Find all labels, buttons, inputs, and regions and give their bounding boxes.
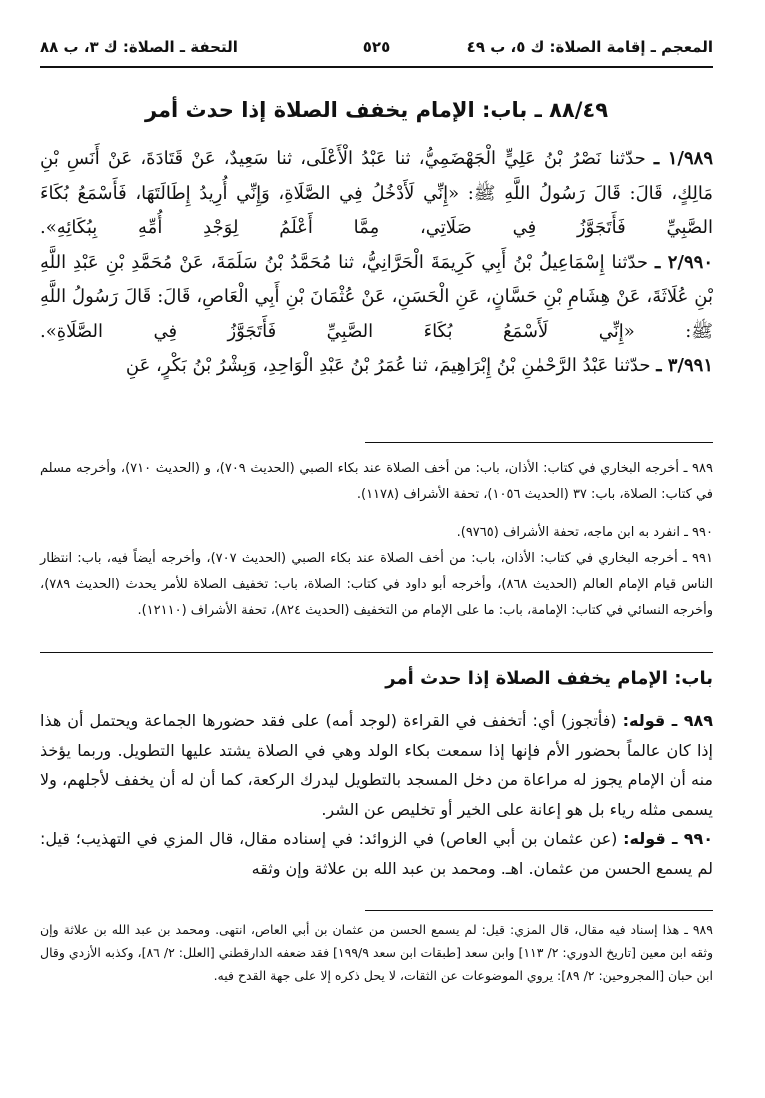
takhrij-footnotes	[40, 456, 713, 624]
page-number: ٥٢٥	[362, 38, 391, 56]
hadith-text: حدّثنا عَبْدُ الرَّحْمٰنِ بْنُ إِبْرَاهِيمَ، ثنا عُمَرُ بْنُ عَبْدِ الْوَاحِدِ، وَبِشْرُ بْنُ بَكْرٍ، عَنِ	[125, 355, 651, 376]
footnote-989: ٩٨٩ ـ أخرجه البخاري في كتاب: الأذان، باب: من أخف الصلاة عند بكاء الصبي (الحديث ٧٠٩)، و (الحديث ٧١٠)، وأخرجه مسلم في كتاب: الصلاة، باب: ٣٧ (الحديث ١٠٥٦)، تحفة الأشراف (١١٧٨).	[40, 461, 713, 502]
commentary-section-title: باب: الإمام يخفف الصلاة إذا حدث أمر	[385, 668, 713, 689]
hadith-990	[40, 246, 713, 350]
hadith-number: ٣/٩٩١ ـ	[656, 355, 713, 376]
commentary-text: (فأتجوز) أي: أتخفف في القراءة (لوجد أمه) على فقد حضورها الجماعة ويحتمل أن هذا إذا كان عالماً بحضور الأم فإنها إذا سمعت بكاء الولد وهي في الصلاة يشتد عليها التطويل. وربما يؤخذ منه أن الإمام يجوز له مراعاة من دخل المسجد بالتطويل ليدرك الركعة، كما أن له أن يخفف لأجلهم، ولا يسمى مثله رياء بل هو إعانة على الخير أو تخليص عن الشر.	[40, 711, 713, 819]
hadith-991	[40, 349, 713, 384]
header-rule	[40, 66, 713, 68]
commentary-block	[40, 706, 713, 884]
header-right-reference: المعجم ـ إقامة الصلاة: ك ٥، ب ٤٩	[466, 38, 713, 56]
hadith-989	[40, 142, 713, 246]
commentary-lead: ٩٩٠ ـ قوله:	[623, 829, 713, 849]
commentary-text: (عن عثمان بن أبي العاص) في الزوائد: في إسناده مقال، قال المزي في التهذيب؛ قيل: لم يسمع الحسن من عثمان. اهـ. ومحمد بن عبد الله بن علاثة وإن وثقه	[40, 829, 713, 878]
chapter-title: ٨٨/٤٩ ـ باب: الإمام يخفف الصلاة إذا حدث أمر	[144, 98, 609, 122]
commentary-footnotes	[40, 918, 713, 987]
commentary-989	[40, 706, 713, 824]
hadith-number: ١/٩٨٩ ـ	[653, 148, 713, 169]
running-header	[40, 38, 713, 64]
footnote-990: ٩٩٠ ـ انفرد به ابن ماجه، تحفة الأشراف (٩٧٦٥).	[456, 525, 713, 540]
hadith-text-block	[40, 142, 713, 384]
commentary-lead: ٩٨٩ ـ قوله:	[622, 711, 713, 730]
hadith-number: ٢/٩٩٠ ـ	[655, 251, 713, 273]
footnote-separator	[365, 442, 713, 443]
section-divider	[40, 652, 713, 653]
header-left-reference: التحفة ـ الصلاة: ك ٣، ب ٨٨	[40, 38, 238, 56]
commentary-990	[40, 824, 713, 883]
hadith-text: حدّثنا إِسْمَاعِيلُ بْنُ أَبِي كَرِيمَةَ الْحَرَّانِيُّ، ثنا مُحَمَّدُ بْنُ سَلَمَةَ، عَنْ مُحَمَّدِ بْنِ عَبْدِ اللَّهِ بْنِ عُلَاثَةَ، عَنْ هِشَامِ بْنِ حَسَّانٍ، عَنِ الْحَسَنِ، عَنْ عُثْمَانَ بْنِ أَبِي الْعَاصِ، قَالَ: قَالَ رَسُولُ اللَّهِ ﷺ: «إِنِّي لَأَسْمَعُ بُكَاءَ الصَّبِيِّ فَأَتَجَوَّزُ فِي الصَّلَاةِ».	[40, 251, 713, 342]
footnote-991: ٩٩١ ـ أخرجه البخاري في كتاب: الأذان، باب: من أخف الصلاة عند بكاء الصبي (الحديث ٧٠٧)، وأخرجه أيضاً فيه، باب: انتظار الناس قيام الإمام العالم (الحديث ٨٦٨)، وأخرجه أبو داود في كتاب: الصلاة، باب: تخفيف الصلاة للأمر يحدث (الحديث ٧٨٩)، وأخرجه النسائي في كتاب: الإمامة، باب: ما على الإمام من التخفيف (الحديث ٨٢٤)، تحفة الأشراف (١٢١١٠).	[40, 551, 713, 618]
commentary-footnote-989: ٩٨٩ ـ هذا إسناد فيه مقال، قال المزي: قيل: لم يسمع الحسن من عثمان بن أبي العاص، انتهى. ومحمد بن عبد الله بن علاثة وإن وثقه ابن معين [تاريخ الدوري: ٢/ ١١٣] وابن سعد [طبقات ابن سعد ١٩٩/٩] فقد ضعفه الدارقطني [العلل: ٢/ ٨٦]، وكذبه الأزدي وقال ابن حبان [المجروحين: ٢/ ٨٩]: يروي الموضوعات عن الثقات، لا يحل ذكره إلا على جهة القدح فيه.	[40, 922, 713, 983]
commentary-footnote-separator	[365, 910, 713, 911]
hadith-text: حدّثنا نَصْرُ بْنُ عَلِيٍّ الْجَهْضَمِيُّ، ثنا عَبْدُ الْأَعْلَى، ثنا سَعِيدٌ، عَنْ قَتَادَةَ، عَنْ أَنَسِ بْنِ مَالِكٍ، قَالَ: قَالَ رَسُولُ اللَّهِ ﷺ: «إِنِّي لَأَدْخُلُ فِي الصَّلَاةِ، وَإِنِّي أُرِيدُ إِطَالَتَهَا، فَأَسْمَعُ بُكَاءَ الصَّبِيِّ فَأَتَجَوَّزُ فِي صَلَاتِي، مِمَّا أَعْلَمُ لِوَجْدِ أُمِّهِ بِبُكَائِهِ».	[40, 148, 713, 238]
